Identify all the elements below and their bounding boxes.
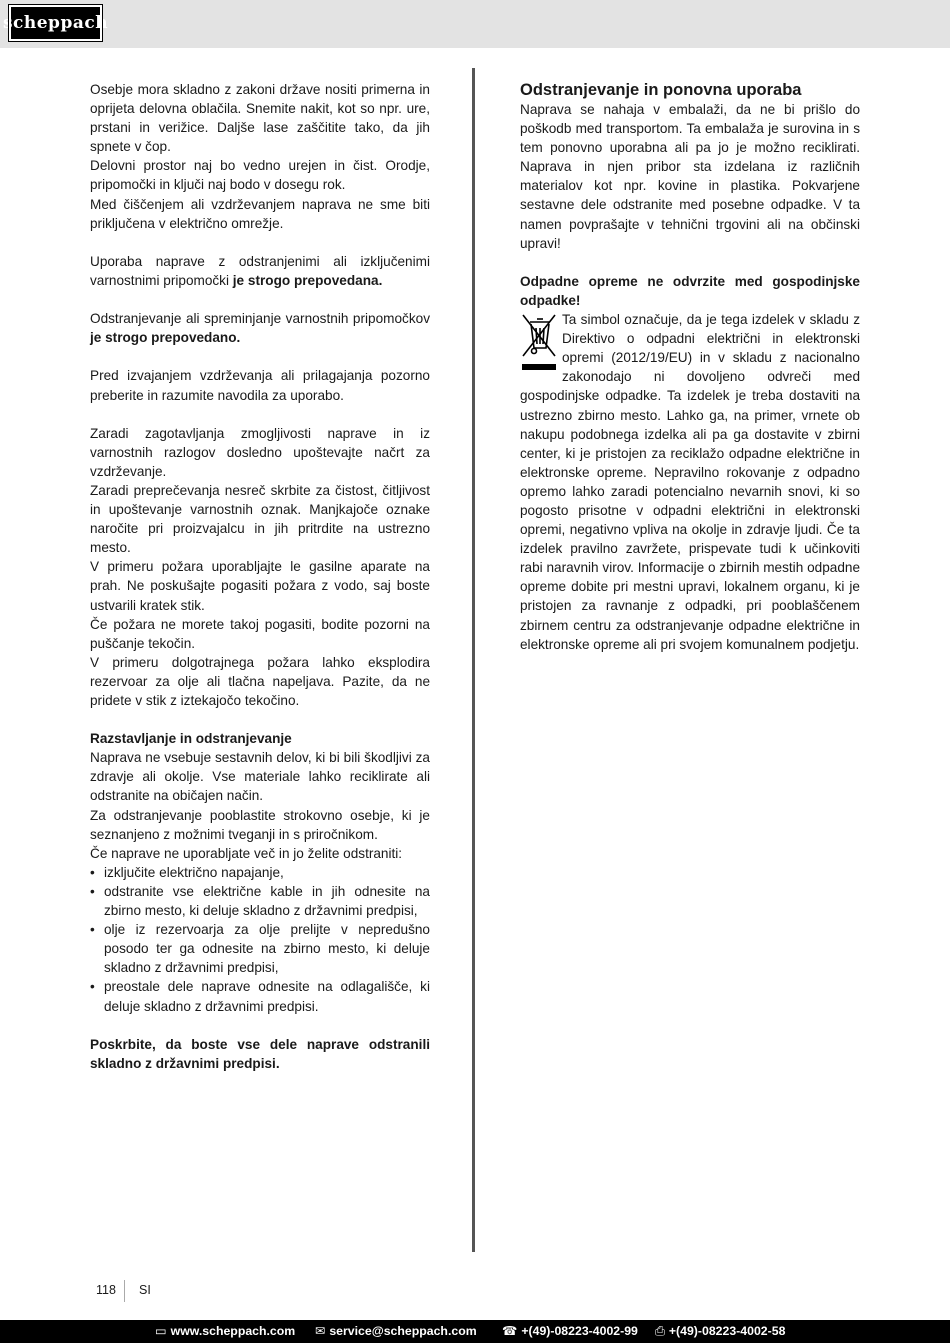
section-heading: Odpadne opreme ne odvrzite med gospodinjske odpadke!: [520, 273, 860, 308]
list-item-text: izključite električno napajanje,: [104, 864, 284, 880]
bullet-marker: •: [90, 864, 95, 880]
text: Odstranjevanje ali spreminjanje varnostnih pripomočkov: [90, 311, 430, 327]
emphasis: je strogo prepovedana.: [232, 272, 383, 288]
contact-bar: [0, 1320, 950, 1343]
list-item-text: olje iz rezervoarja za olje prelijte v nepredušno posodo ter ga odnesite na zbirno mesto, ki deluje skladno z državnimi predpisi,: [104, 922, 430, 976]
paragraph: Naprava se nahaja v embalaži, da ne bi prišlo do poškodb med transportom. Ta embalaža je surovina in s tem ponovno uporabna ali pa jo je možno reciklirati. Naprava in njen pribor sta izdelana iz različnih materialov kot npr. kovine in plastika. Pokvarjene sestavne dele odstranite med posebne odpadke. V ta namen povprašajte v tehnični trgovini ali na občinski upravi!: [520, 102, 860, 251]
paragraph: Naprava ne vsebuje sestavnih delov, ki bi bili škodljivi za zdravje ali okolje. Vse materiale lahko reciklirate ali odstranite na običajen način.: [90, 750, 430, 804]
closing-note: Poskrbite, da boste vse dele naprave odstranili skladno z državnimi predpisi.: [90, 1036, 430, 1071]
phone-contact: [502, 1324, 638, 1338]
phone-text: +(49)-08223-4002-99: [521, 1324, 638, 1338]
fax-text: +(49)-08223-4002-58: [668, 1324, 786, 1338]
list-item: [90, 863, 430, 882]
footer-separator: [124, 1280, 125, 1302]
paragraph: Če požara ne morete takoj pogasiti, bodite pozorni na puščanje tekočin.: [90, 616, 430, 651]
bullet-marker: •: [90, 979, 95, 995]
fax-icon: ⎙: [655, 1324, 665, 1338]
paragraph: Med čiščenjem ali vzdrževanjem naprava ne sme biti priključena v električno omrežje.: [90, 196, 430, 231]
bullet-marker: •: [90, 922, 95, 938]
paragraph: Pred izvajanjem vzdrževanja ali prilagajanja pozorno preberite in razumite navodila za uporabo.: [90, 368, 430, 403]
fax-contact: [655, 1324, 785, 1339]
paragraph: Če naprave ne uporabljate več in jo želite odstraniti:: [90, 845, 403, 861]
column-divider: [472, 68, 475, 1252]
crossed-out-wheelie-bin-icon: [520, 312, 558, 374]
weee-notice: [520, 310, 860, 654]
section-heading: Razstavljanje in odstranjevanje: [90, 731, 292, 747]
bullet-marker: •: [90, 883, 95, 899]
email-icon: ✉: [315, 1324, 326, 1338]
paragraph: Delovni prostor naj bo vedno urejen in čist. Orodje, pripomočki in ključi naj bodo v dosegu rok.: [90, 158, 430, 193]
email-contact[interactable]: [315, 1324, 477, 1338]
list-item: [90, 920, 430, 977]
paragraph: [90, 252, 430, 290]
website-text: www.scheppach.com: [170, 1324, 296, 1338]
list-item: [90, 882, 430, 920]
paragraph: V primeru požara uporabljajte le gasilne aparate na prah. Ne poskušajte pogasiti požara z vodo, saj boste ustvarili kratek stik.: [90, 559, 430, 613]
emphasis: je strogo prepovedano.: [90, 330, 241, 346]
list-item-text: preostale dele naprave odnesite na odlagališče, ki deluje skladno z državnimi predpisi.: [104, 979, 430, 1014]
paragraph: V primeru dolgotrajnega požara lahko eksplodira rezervoar za olje ali tlačna napeljava. Pazite, da ne pridete v stik z iztekajočo tekočino.: [90, 654, 430, 708]
list-item: [90, 977, 430, 1015]
right-column: [520, 80, 860, 654]
website-contact[interactable]: [155, 1324, 295, 1338]
section-title: Odstranjevanje in ponovna uporaba: [520, 81, 802, 99]
header-bar: [0, 0, 950, 48]
list-item-text: odstranite vse električne kable in jih odnesite na zbirno mesto, ki deluje skladno z državnimi predpisi,: [104, 883, 430, 919]
brand-logo: scheppach: [9, 5, 102, 41]
page-number: 118: [96, 1283, 116, 1297]
paragraph: Zaradi preprečevanja nesreč skrbite za čistost, čitljivost in upoštevanje varnostnih oznak. Manjkajoče oznake naročite pri proizvajalcu in jih pritrdite na ustrezno mesto.: [90, 482, 430, 556]
paragraph: Ta simbol označuje, da je tega izdelek v skladu z Direktivo o odpadni električni in elektronski opremi (2012/19/EU) in v skladu z nacionalno zakonodajo ni dovoljeno odvreči med gospodinjske odpadke. Ta izdelek je treba dostaviti na ustrezno zbirno mesto. Lahko ga, na primer, vrnete ob nakupu podobnega izdelka ali pa ga dostavite v zbirni center, ki je pristojen za reciklažo odpadne električne in elektronske opreme. Nepravilno rokovanje z odpadno opremo lahko zaradi potencialno nevarnih snovi, ki so pogosto prisotne v odpadni električni in elektronski opremi, negativno vpliva na okolje in zdravje ljudi. Če ta izdelek pravilno zavržete, prispevate tudi k učinkoviti rabi naravnih virov. Informacije o zbirnih mestih odpadne opreme dobite pri mestni upravi, lokalnem organu, ki je pristojen za ravnanje z odpadki, pri pooblaščenem zbirnem centru za odstranjevanje odpadne električne in elektronske opreme ali pri svojem komunalnem podjetju.: [520, 312, 860, 652]
left-column: [90, 80, 430, 1073]
bullet-list: [90, 863, 430, 1016]
text: Uporaba naprave z odstranjenimi ali izključenimi varnostnimi pripomočki: [90, 253, 430, 288]
paragraph: Za odstranjevanje pooblastite strokovno osebje, ki je seznanjeno z možnimi tveganji in s priročnikom.: [90, 807, 430, 842]
phone-icon: ☎: [502, 1324, 518, 1338]
paragraph: Zaradi zagotavljanja zmogljivosti naprave in iz varnostnih razlogov dosledno upoštevajte načrt za vzdrževanje.: [90, 425, 430, 479]
paragraph: Osebje mora skladno z zakoni države nositi primerna in oprijeta delovna oblačila. Snemite nakit, kot so npr. ure, prstani in verižice. Daljše lase zaščitite tako, da jih spnete v čop.: [90, 82, 430, 155]
language-code: SI: [139, 1283, 151, 1297]
computer-icon: ▭: [155, 1324, 167, 1338]
paragraph: [90, 309, 430, 347]
email-text: service@scheppach.com: [329, 1324, 477, 1338]
